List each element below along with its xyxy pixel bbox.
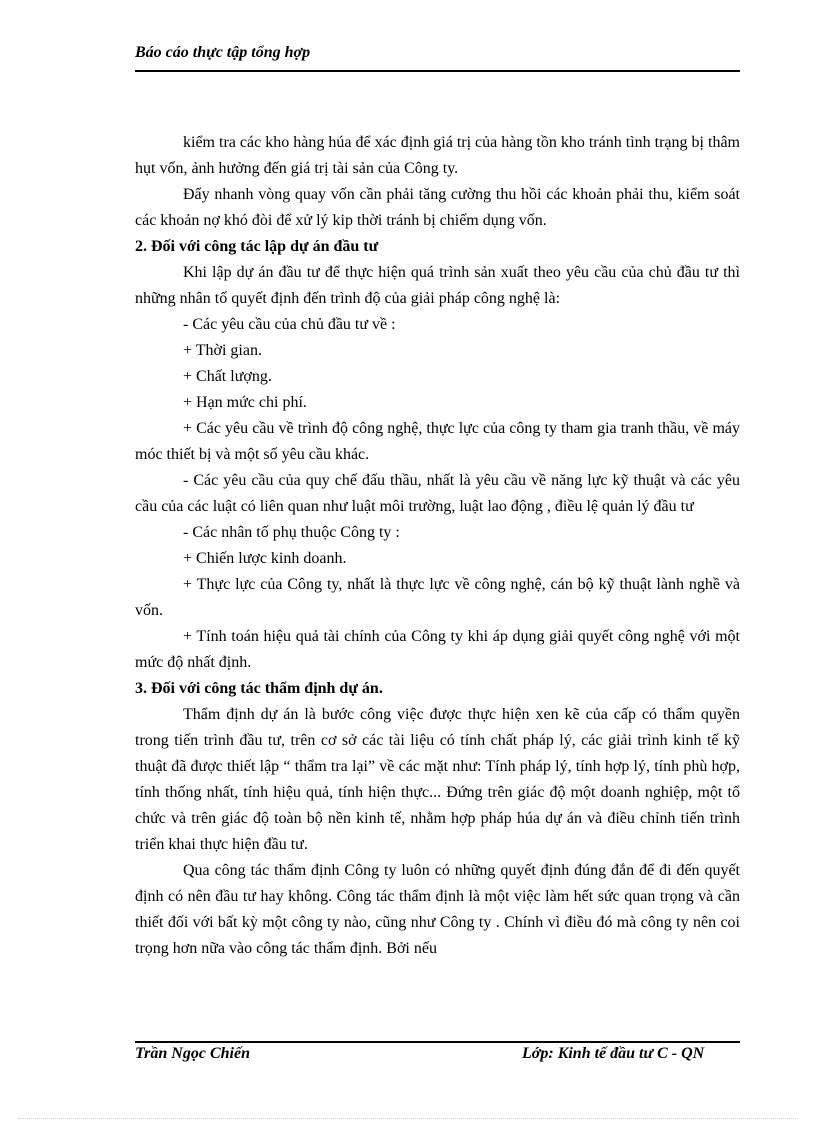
header-divider	[135, 70, 740, 72]
paragraph-capital-turnover: Đẩy nhanh vòng quay vốn cần phải tăng cường thu hồi các khoản phải thu, kiểm soát các khoản nợ khó đòi để xử lý kip thời tránh bị chiếm dụng vốn.	[135, 186, 740, 229]
paragraph-project-planning: Khi lập dự án đầu tư để thực hiện quá trình sản xuất theo yêu cầu của chủ đầu tư thì những nhân tố quyết định đến trình độ của giải pháp công nghệ là:	[135, 264, 740, 307]
list-item: + Tính toán hiệu quả tài chính của Công ty khi áp dụng giải quyết công nghệ với một mức độ nhất định.	[135, 628, 740, 671]
list-item: + Thời gian.	[183, 342, 262, 359]
list-item: - Các nhân tố phụ thuộc Công ty :	[183, 524, 400, 541]
paragraph-appraisal-definition: Thẩm định dự án là bước công việc được thực hiện xen kẽ của cấp có thẩm quyền trong tiến trình đầu tư, trên cơ sở các tài liệu có tính chất pháp lý, các giải trình kinh tế kỹ thuật đã được thiết lập “ thẩm tra lại” về các mặt như: Tính pháp lý, tính hợp lý, tính phù hợp, tính thống nhất, tính hiệu quả, tính hiện thực... Đứng trên giác độ một doanh nghiệp, một tổ chức và trên giác độ toàn bộ nền kinh tế, nhằm hợp pháp húa dự án và điều chỉnh tiến trình triển khai thực hiện đầu tư.	[135, 706, 740, 853]
page-edge-divider	[18, 1118, 798, 1119]
paragraph-appraisal-importance: Qua công tác thẩm định Công ty luôn có những quyết định đúng đắn để đi đến quyết định có nên đầu tư hay không. Công tác thẩm định là một việc làm hết sức quan trọng và cần thiết đối với bất kỳ một công ty nào, cũng như Công ty . Chính vì điều đó mà công ty nên coi trọng hơn nữa vào công tác thẩm định. Bởi nếu	[135, 862, 740, 957]
list-item: - Các yêu cầu của chủ đầu tư về :	[183, 316, 396, 333]
footer-divider	[135, 1041, 740, 1043]
list-item: - Các yêu cầu của quy chế đấu thầu, nhất là yêu cầu về năng lực kỹ thuật và các yêu cầu của các luật có liên quan như luật môi trường, luật lao động , điều lệ quản lý đầu tư	[135, 472, 740, 515]
document-body	[135, 130, 740, 962]
list-item: + Hạn mức chi phí.	[183, 394, 307, 411]
section-heading-appraisal: 3. Đối với công tác thẩm định dự án.	[135, 680, 383, 697]
list-item: + Chất lượng.	[183, 368, 272, 385]
list-item: + Thực lực của Công ty, nhất là thực lực về công nghệ, cán bộ kỹ thuật lành nghề và vốn.	[135, 576, 740, 619]
page-header-title: Báo cáo thực tập tổng hợp	[135, 44, 311, 61]
footer-author: Trần Ngọc Chiến	[135, 1045, 250, 1062]
list-item: + Chiến lược kinh doanh.	[183, 550, 347, 567]
list-item: + Các yêu cầu về trình độ công nghệ, thực lực của công ty tham gia tranh thầu, về máy móc thiết bị và một số yêu cầu khác.	[135, 420, 740, 463]
paragraph-inventory: kiểm tra các kho hàng húa để xác định giá trị của hàng tồn kho tránh tình trạng bị thâm hụt vốn, ảnh hưởng đến giá trị tài sản của Công ty.	[135, 134, 740, 177]
footer-class: Lớp: Kinh tế đầu tư C - QN	[522, 1045, 705, 1062]
section-heading-project-planning: 2. Đối với công tác lập dự án đầu tư	[135, 238, 379, 255]
